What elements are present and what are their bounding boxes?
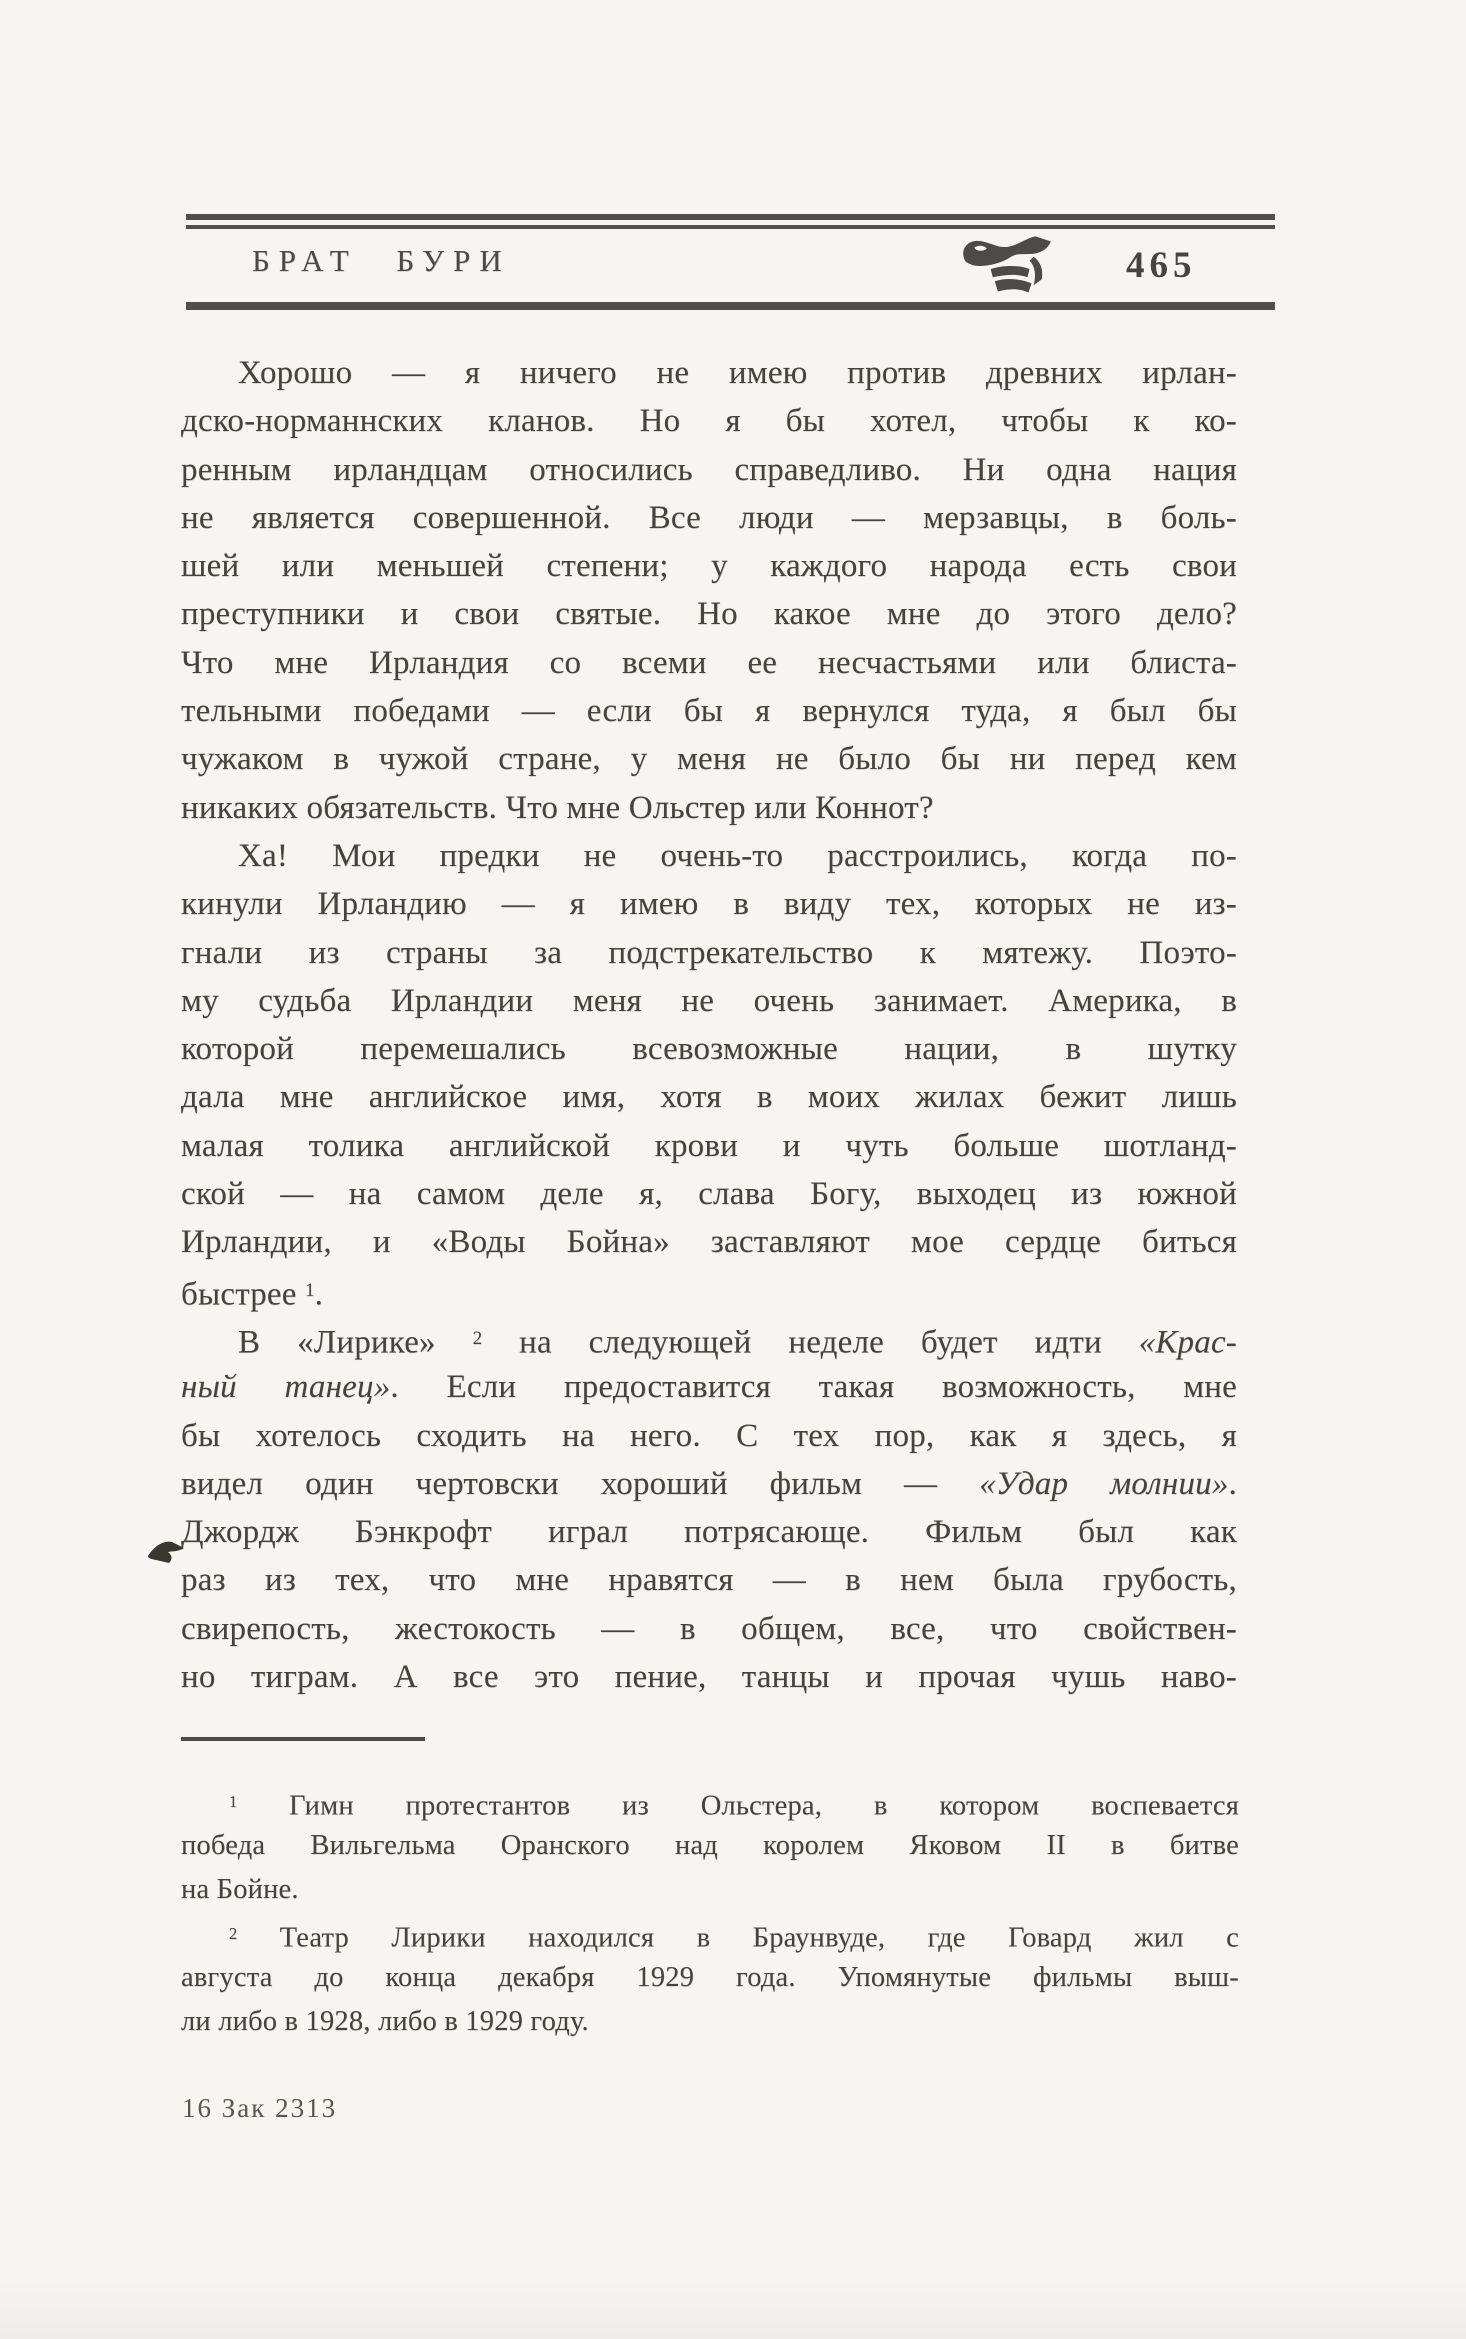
body-text-line: преступники и свои святые. Но какое мне до этого дело? bbox=[181, 596, 1237, 633]
body-text-line: гнали из страны за подстрекательство к мятежу. Поэто- bbox=[181, 934, 1237, 971]
body-text-line: Джордж Бэнкрофт играл потрясающе. Фильм был как bbox=[181, 1514, 1237, 1551]
body-text-line: ской — на самом деле я, слава Богу, выходец из южной bbox=[181, 1176, 1237, 1213]
header-top-rule-thin bbox=[186, 225, 1275, 229]
body-text-line: ный танец». Если предоставится такая возможность, мне bbox=[181, 1369, 1237, 1406]
reader-pen-mark-icon bbox=[146, 1538, 186, 1568]
footnote-line: победа Вильгельма Оранского над королем Яковом II в битве bbox=[181, 1830, 1239, 1861]
body-text-line: видел один чертовски хороший фильм — «Удар молнии». bbox=[181, 1465, 1237, 1502]
printers-mark: 16 Зак 2313 bbox=[182, 2093, 338, 2123]
body-text-line: ренным ирландцам относились справедливо. Ни одна нация bbox=[181, 451, 1237, 488]
longhorn-emblem-icon bbox=[956, 234, 1054, 302]
body-text-line: бы хотелось сходить на него. С тех пор, как я здесь, я bbox=[181, 1417, 1237, 1454]
body-text-line: кинули Ирландию — я имею в виду тех, которых не из- bbox=[181, 886, 1237, 923]
body-text-line: быстрее $^1$. bbox=[181, 1276, 324, 1313]
header-bottom-rule bbox=[186, 302, 1275, 310]
body-text-line: Хорошо — я ничего не имею против древних ирлан- bbox=[238, 355, 1237, 391]
footnote-separator-rule bbox=[181, 1737, 425, 1741]
body-text-line: не является совершенной. Все люди — мерзавцы, в боль- bbox=[181, 499, 1237, 536]
header-top-rule bbox=[186, 214, 1275, 220]
body-text-line: тельными победами — если бы я вернулся туда, я был бы bbox=[181, 693, 1237, 730]
body-text-line: но тиграм. А все это пение, танцы и прочая чушь наво- bbox=[181, 1659, 1237, 1696]
body-text-line: чужаком в чужой стране, у меня не было бы ни перед кем bbox=[181, 741, 1237, 778]
footnotes-block bbox=[181, 1780, 1239, 2044]
body-text-line: В «Лирике» $^2$ на следующей неделе будет идти «Крас- bbox=[238, 1324, 1237, 1361]
footnote-line: $^1$ Гимн протестантов из Ольстера, в котором воспевается bbox=[229, 1790, 1239, 1822]
body-text-line: малая толика английской крови и чуть больше шотланд- bbox=[181, 1127, 1237, 1164]
page-number: 465 bbox=[1126, 245, 1197, 286]
body-text-line: Ха! Мои предки не очень-то расстроились, когда по- bbox=[238, 837, 1237, 874]
footnote-line: ли либо в 1928, либо в 1929 году. bbox=[181, 2006, 589, 2037]
body-text-line: раз из тех, что мне нравятся — в нем была грубость, bbox=[181, 1562, 1237, 1599]
body-text bbox=[181, 349, 1237, 1701]
body-text-line: шей или меньшей степени; у каждого народа есть свои bbox=[181, 548, 1237, 585]
body-text-line: которой перемешались всевозможные нации, в шутку bbox=[181, 1031, 1237, 1068]
body-text-line: никаких обязательств. Что мне Ольстер или Коннот? bbox=[181, 789, 934, 826]
body-text-line: Что мне Ирландия со всеми ее несчастьями или блиста- bbox=[181, 644, 1237, 681]
footnote-line: августа до конца декабря 1929 года. Упомянутые фильмы выш- bbox=[181, 1962, 1239, 1993]
body-text-line: дско-норманнских кланов. Но я бы хотел, чтобы к ко- bbox=[181, 403, 1237, 440]
body-text-line: свирепость, жестокость — в общем, все, что свойствен- bbox=[181, 1610, 1237, 1647]
running-title: БРАТ БУРИ bbox=[252, 243, 511, 278]
body-text-line: му судьба Ирландии меня не очень занимает. Америка, в bbox=[181, 982, 1237, 1019]
footnote-line: $^2$ Театр Лирики находился в Браунвуде, где Говард жил с bbox=[229, 1922, 1239, 1954]
body-text-line: Ирландии, и «Воды Бойна» заставляют мое сердце биться bbox=[181, 1224, 1237, 1261]
footnote-line: на Бойне. bbox=[181, 1874, 299, 1905]
body-text-line: дала мне английское имя, хотя в моих жилах бежит лишь bbox=[181, 1079, 1237, 1116]
